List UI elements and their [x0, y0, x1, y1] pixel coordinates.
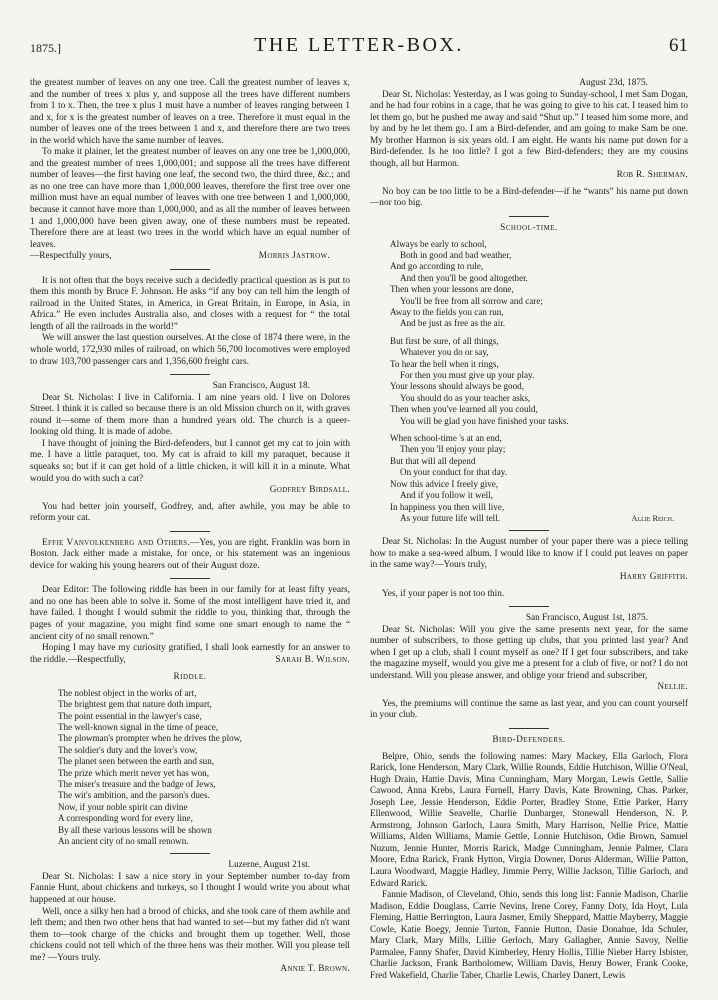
- reply-griffith: Yes, if your paper is not too thin.: [382, 588, 505, 599]
- letter-jastrow-p2: To make it plainer, let the greatest number of leaves on any one tree be 1,000,000, and the greatest number of trees 1,000,001; and suppose all the trees have different number of leaves—the first having one leaf, the second two, the third three, &c.; and as no one tree can have more than 1,000,000 leaves, therefore the first tree over one million must have an equal number of leaves with one tree between 1 and 1,000,000, because it cannot have more than 1,000,000, and as all the number of leaves between 1 and 1,000,000 have been given away, one of these numbers must be repeated. Therefore there are at least two trees in the world which have an equal number of leaves.: [30, 147, 350, 250]
- divider: [509, 728, 549, 729]
- left-column: [30, 78, 350, 976]
- dateline-brown: Luzerne, August 21st.: [228, 860, 310, 871]
- divider: [170, 853, 210, 854]
- poem-line: Now this advice I freely give,: [390, 478, 499, 489]
- poem-line: Whatever you do or say,: [400, 347, 489, 358]
- railroad-question: It is not often that the boys receive such a decidedly practical question as is put to them this month by Bruce F. Johnson. He asks “if any boy can tell him the length of railroad in the United States, in America, in Great Britain, in Europe, in Asia, in Africa.” He even includes Australia also, and closes with a request for “ the total length of all the railroads in the world!”: [30, 275, 350, 332]
- signature-nellie-line: [370, 682, 688, 694]
- divider: [170, 531, 210, 532]
- riddle-line: An ancient city of no small renown.: [58, 835, 189, 846]
- poem-line: You will be glad you have finished your tasks.: [400, 415, 569, 426]
- school-time-poem: [390, 239, 688, 525]
- divider: [170, 374, 210, 375]
- riddle-poem: [58, 688, 350, 848]
- poem-line: Away to the fields you can run,: [390, 307, 504, 317]
- bird-defenders-belpre: Belpre, Ohio, sends the following names: Mary Mackey, Ella Garloch, Flora Rarick, Ione Henderson, Mary Clark, Willie Rounds, Eddie Hutchison, Willie O'Neal, Hugh Drain, Hattie Davis, Mina Cunningham, Mary Morgan, Lewis Gettle, Sallie Cawood, Anna Krebs, Laura Furnell, Harry Davis, Kate Browning, Chas. Parker, Joseph Lee, Jessie Henderson, Eddie Porter, Bradley Stone, Ettie Parker, Harry Ellenwood, Willie Seavelle, Charlie Dunbarger, Stonewall Henderson, N. P. Armstrong, Johnson Garloch, Laura Smith, Mary Harrison, Nellie Price, Mattie Williams, Alden Williams, Mamie Gettle, Lonnie Hutchison, Odie Brown, Samuel Nuzum, Jennie Hunter, Morris Rarick, Madge Cunningham, Jennie Palmer, Clara Moore, Edna Rarick, Frank Hytton, Virgia Downer, Dorus Alderman, Willie Patton, Laura Woodward, Maggie Hadley, Jimmie Perry, Willie Jackson, Tillie Garloch, and Edward Rarick.: [370, 750, 688, 888]
- right-column: [370, 78, 688, 981]
- letter-sherman: Dear St. Nicholas: Yesterday, as I was going to Sunday-school, I met Sam Dogan, and he had four robins in a cage, that he was going to give to his cat. I teased him to let them go, but he pushed me away and said “Shut up.” I teased him some more, and by and by he let them go. I am a Bird-defender, and am going to make Sam be one. My brother Harmon is six years old. I am eight. He wants his name put down for a Bird-defender. Is he too little? I got a few Bird-defenders; they are my cousins though, all but Harmon.: [370, 89, 688, 169]
- riddle-line: The soldier's duty and the lover's vow,: [58, 744, 198, 755]
- signature-sherman: Rob R. Sherman.: [616, 170, 688, 181]
- riddle-line: The well-known signal in the time of peace,: [58, 721, 219, 732]
- letter-wilson-p1: Dear Editor: The following riddle has been in our family for at least fifty years, and no one has been able to solve it. Some of the most intelligent have tried it, and have failed. I thought I would submit the riddle to you, thinking that, through the pages of your magazine, you might find some one smart enough to name the “ ancient city of no small renown.”: [30, 585, 350, 642]
- poem-stanza: [390, 433, 688, 524]
- letter-jastrow-closing: [30, 251, 350, 263]
- riddle-line: The brightest gem that nature doth impart,: [58, 699, 212, 710]
- bird-defenders-cleveland: Fannie Madison, of Cleveland, Ohio, sends this long list: Fannie Madison, Charlie Madison, Eddie Douglass, Carrie Nevins, Irene Corey, Fanny Doty, Ida Hoyt, Lula Fleming, Hattie Berrington, Laura Jasmer, Emily Sheppard, Mattie Mayberry, Maggie Cowle, Katie Boegy, Jennie Turton, Fannie Hutton, Dasie Donahue, Ida Schuler, Mary Clark, Mary Mills, Lillie Gerloch, Mary Gallagher, Annie Savoy, Nellie Parmalee, Fanny Shafer, David Kimberley, Henry Hollis, Tillie Nieber Harry Isbister, Charlie Jackson, Frank Bartholomew, William Davis, Henry Bower, Frank Cooke, Fred Wakefield, Charlie Taber, Charlie Lewis, Charley Danert, Lewis: [370, 889, 688, 980]
- letter-birdsall-p1: Dear St. Nicholas: I live in California. I am nine years old. I live on Dolores Street. I think it is called so because there is an old Mission church on it, with graves round it—some of them more than a hundred years old. The church is a queer-looking old thing. It is made of adobe.: [30, 392, 350, 438]
- poem-last-line: As your future life will tell.: [400, 512, 501, 523]
- poem-line: To hear the bell when it rings,: [390, 358, 499, 369]
- poem-line: In happiness you then will live,: [390, 501, 505, 512]
- signature-brown: Annie T. Brown.: [280, 964, 350, 975]
- signature-sherman-line: [370, 170, 688, 182]
- signature-griffith-line: [370, 572, 688, 584]
- letter-birdsall-p2: I have thought of joining the Bird-defenders, but I cannot get my cat to join with me. I have a little paraquet, too. My cat is afraid to kill my paraquet, because it squeaks so; but if it can get hold of a little chicken, it will kill it in a minute. What would you do with such a cat?: [30, 438, 350, 484]
- signature-reich: Allie Reich.: [631, 513, 674, 523]
- riddle-line: The noblest object in the works of art,: [58, 687, 197, 698]
- poem-stanza: [390, 239, 688, 330]
- divider: [509, 530, 549, 531]
- reply-lead: Effie Vanvolkenberg and Others.: [42, 537, 191, 548]
- poem-stanza: [390, 336, 688, 427]
- riddle-line: The wit's ambition, and the parson's dues.: [58, 790, 210, 801]
- poem-line: You should do as your teacher asks,: [400, 392, 531, 403]
- letter-nellie: Dear St. Nicholas: Will you give the same presents next year, for the same number of subscribers, to those getting up clubs, that you printed last year? And when I get up a club, shall I count myself as one? If I get four subscribers, and take the magazine myself, would you give me a present for a club of five, or not? I do not understand. Will you please answer, and oblige your friend and subscriber,: [370, 624, 688, 681]
- signature-wilson: Sarah B. Wilson.: [275, 654, 350, 665]
- riddle-line: The planet seen between the earth and sun,: [58, 756, 215, 767]
- poem-line: Both in good and bad weather,: [400, 249, 512, 260]
- riddle-line: The prize which merit never yet has won,: [58, 767, 210, 778]
- riddle-line: Now, if your noble spirit can divine: [58, 801, 188, 812]
- poem-line: [390, 513, 688, 524]
- riddle-line: The miser's treasure and the badge of Jews,: [58, 778, 216, 789]
- letter-wilson-text: Hoping I may have my curiosity gratified, I shall look earnestly for an answer to the riddle.—Respectfully,: [30, 643, 350, 665]
- reply-sherman: No boy can be too little to be a Bird-defender—if he “wants” his name put down—nor too big.: [370, 186, 688, 209]
- poem-line: And go according to rule,: [390, 261, 484, 272]
- poem-line: Your lessons should always be good,: [390, 381, 524, 392]
- riddle-line: The plowman's prompter when he drives the plow,: [58, 733, 242, 744]
- bird-defenders-title: Bird-Defenders.: [492, 734, 566, 745]
- poem-line: But first be sure, of all things,: [390, 335, 499, 346]
- divider: [170, 269, 210, 270]
- reply-text: —Yes, you are right. Franklin was born in Boston. Jack either made a mistake, for once, or his statement was an ingenious device for waking his young hearers out of their August doze.: [30, 537, 350, 571]
- dateline-sherman: August 23d, 1875.: [579, 78, 648, 88]
- divider: [509, 606, 549, 607]
- divider: [509, 216, 549, 217]
- letter-brown-p1: Dear St. Nicholas: I saw a nice story in your September number to-day from Fannie Hunt, about chickens and turkeys, so I thought I would write you about what happened at our house.: [30, 871, 350, 906]
- poem-line: You'll be free from all sorrow and care;: [400, 295, 543, 306]
- poem-line: Then when your lessons are done,: [390, 284, 514, 295]
- poem-line: For then you must give up your play.: [400, 370, 535, 381]
- reply-nellie: Yes, the premiums will continue the same as last year, and you can count yourself in your club.: [370, 698, 688, 721]
- letter-brown-p2: Well, once a silky hen had a brood of chicks, and she took care of them awhile and left them; and then two other hens that had wanted to set—but my father did n't want them to—took charge of the chicks and brought them up together. Well, those chickens could not tell which of the three hens was their mother. Will you please tell me? —Yours truly.: [30, 906, 350, 963]
- poem-line: Then you 'll enjoy your play;: [400, 444, 506, 455]
- dateline-nellie: San Francisco, August 1st, 1875.: [525, 613, 648, 624]
- signature-birdsall-line: [30, 485, 350, 497]
- poem-line: Then when you've learned all you could,: [390, 404, 538, 415]
- letter-wilson-p2: [30, 643, 350, 666]
- header-year: 1875.]: [30, 41, 61, 55]
- poem-line: On your conduct for that day.: [400, 467, 507, 478]
- reply-vanvolkenberg: [30, 538, 350, 573]
- poem-line: And if you follow it well,: [400, 490, 493, 501]
- signature-nellie: Nellie.: [657, 682, 688, 693]
- poem-line: But that will all depend: [390, 455, 476, 466]
- riddle-line: A corresponding word for every line,: [58, 813, 193, 824]
- railroad-answer: We will answer the last question ourselves. At the close of 1874 there were, in the whole world, 172,930 miles of railroad, on which 56,700 locomotives were employed to draw 103,700 passenger cars and 1,356,600 freight cars.: [30, 333, 350, 367]
- divider: [170, 578, 210, 579]
- signature-birdsall: Godfrey Birdsall.: [269, 485, 350, 496]
- page-title: THE LETTER-BOX.: [254, 34, 464, 56]
- poem-line: And be just as free as the air.: [400, 318, 506, 329]
- poem-line: Always be early to school,: [390, 238, 487, 249]
- poem-line: And then you'll be good altogether.: [400, 272, 528, 283]
- signature-brown-line: [30, 964, 350, 976]
- reply-birdsall: You had better join yourself, Godfrey, and, after awhile, you may be able to reform your cat.: [30, 501, 350, 524]
- closing-text: —Respectfully yours,: [30, 251, 112, 262]
- letter-griffith: Dear St. Nicholas: In the August number of your paper there was a piece telling how to make a sea-weed album. I would like to know if I could put leaves on paper in the same way?—Yours truly,: [370, 537, 688, 571]
- riddle-line: The point essential in the lawyer's case,: [58, 710, 202, 721]
- signature-jastrow: Morris Jastrow.: [258, 251, 330, 262]
- letter-jastrow-p1: the greatest number of leaves on any one tree. Call the greatest number of leaves x, and the number of trees x plus y, and suppose all the trees have different numbers from 1 to x. Then, the tree x plus 1 must have a number of leaves ranging between 1 and x, for x is the greatest number of leaves on a tree. Therefore it must equal in the number of leaves one of the trees between 1 and x, and therefore there are two trees in the world which have the same number of leaves.: [30, 78, 350, 146]
- riddle-title: Riddle.: [173, 672, 207, 683]
- page-header: [30, 34, 688, 62]
- signature-griffith: Harry Griffith.: [619, 571, 688, 582]
- poem-line: When school-time 's at an end,: [390, 433, 502, 444]
- poem-title: School-time.: [500, 223, 558, 234]
- riddle-line: By all these various lessons will be shown: [58, 824, 212, 835]
- dateline-birdsall: San Francisco, August 18.: [212, 381, 310, 392]
- page-number: 61: [669, 35, 688, 56]
